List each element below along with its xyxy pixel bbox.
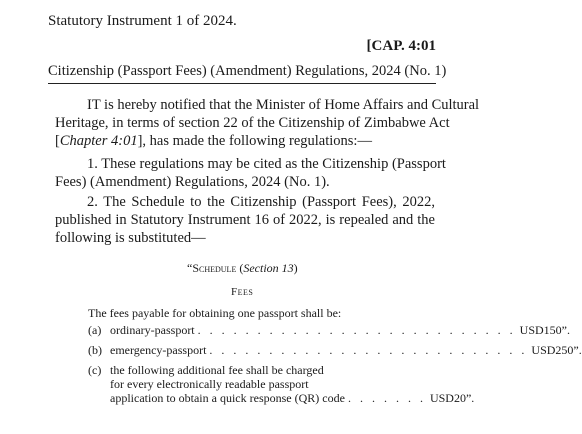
fee-item-line: the following additional fee shall be charged	[110, 363, 324, 377]
paragraph-1-line: 1. These regulations may be cited as the Citizenship (Passport	[87, 156, 446, 172]
fee-item-label: emergency-passport	[110, 343, 207, 357]
paragraph-2-line: following is substituted—	[55, 230, 206, 246]
fee-item-amount: USD250”.	[531, 343, 582, 357]
regulation-title: Citizenship (Passport Fees) (Amendment) Regulations, 2024 (No. 1)	[48, 63, 447, 79]
fee-item-amount: USD20”.	[429, 391, 475, 405]
fee-item-amount: USD150”.	[519, 323, 570, 337]
fee-item-letter: (c)	[88, 363, 102, 377]
leader-dots: . . . . . . .	[347, 391, 426, 405]
paragraph-2	[55, 193, 435, 247]
preamble-paragraph	[55, 96, 480, 150]
fee-item-ordinary	[88, 323, 570, 337]
fee-item-label: ordinary-passport	[110, 323, 195, 337]
statutory-instrument-number: Statutory Instrument 1 of 2024.	[48, 13, 237, 29]
chapter-reference: [CAP. 4:01	[366, 38, 436, 54]
title-divider	[48, 83, 436, 84]
schedule-heading: “Schedule (Section 13)	[187, 261, 298, 275]
preamble-line: [Chapter 4:01], has made the following regulations:—	[55, 133, 372, 149]
preamble-line: IT is hereby notified that the Minister of Home Affairs and Cultural	[87, 97, 480, 113]
fees-intro: The fees payable for obtaining one passport shall be:	[88, 306, 342, 320]
fees-heading: Fees	[231, 286, 254, 298]
paragraph-2-line: 2. The Schedule to the Citizenship (Passport Fees), 2022,	[87, 194, 435, 210]
fee-item-line: application to obtain a quick response (QR) code	[110, 391, 345, 405]
schedule-title: Schedule	[192, 261, 237, 275]
fee-item-letter: (a)	[88, 323, 102, 337]
schedule-section-ref: Section 13	[243, 261, 294, 275]
schedule-open-quote: “	[187, 261, 193, 275]
fee-item-qr-code	[88, 363, 475, 405]
paragraph-1-line: Fees) (Amendment) Regulations, 2024 (No. 1).	[55, 174, 330, 190]
paragraph-2-line: published in Statutory Instrument 16 of 2022, is repealed and the	[55, 212, 435, 228]
leader-dots: . . . . . . . . . . . . . . . . . . . . . . . . . . .	[197, 323, 516, 337]
preamble-line: Heritage, in terms of section 22 of the Citizenship of Zimbabwe Act	[55, 115, 450, 131]
fee-item-line: for every electronically readable passport	[110, 377, 309, 391]
fee-item-letter: (b)	[88, 343, 102, 357]
paragraph-1	[55, 155, 446, 191]
leader-dots: . . . . . . . . . . . . . . . . . . . . . . . . . . .	[209, 343, 528, 357]
fee-item-emergency	[88, 343, 582, 357]
